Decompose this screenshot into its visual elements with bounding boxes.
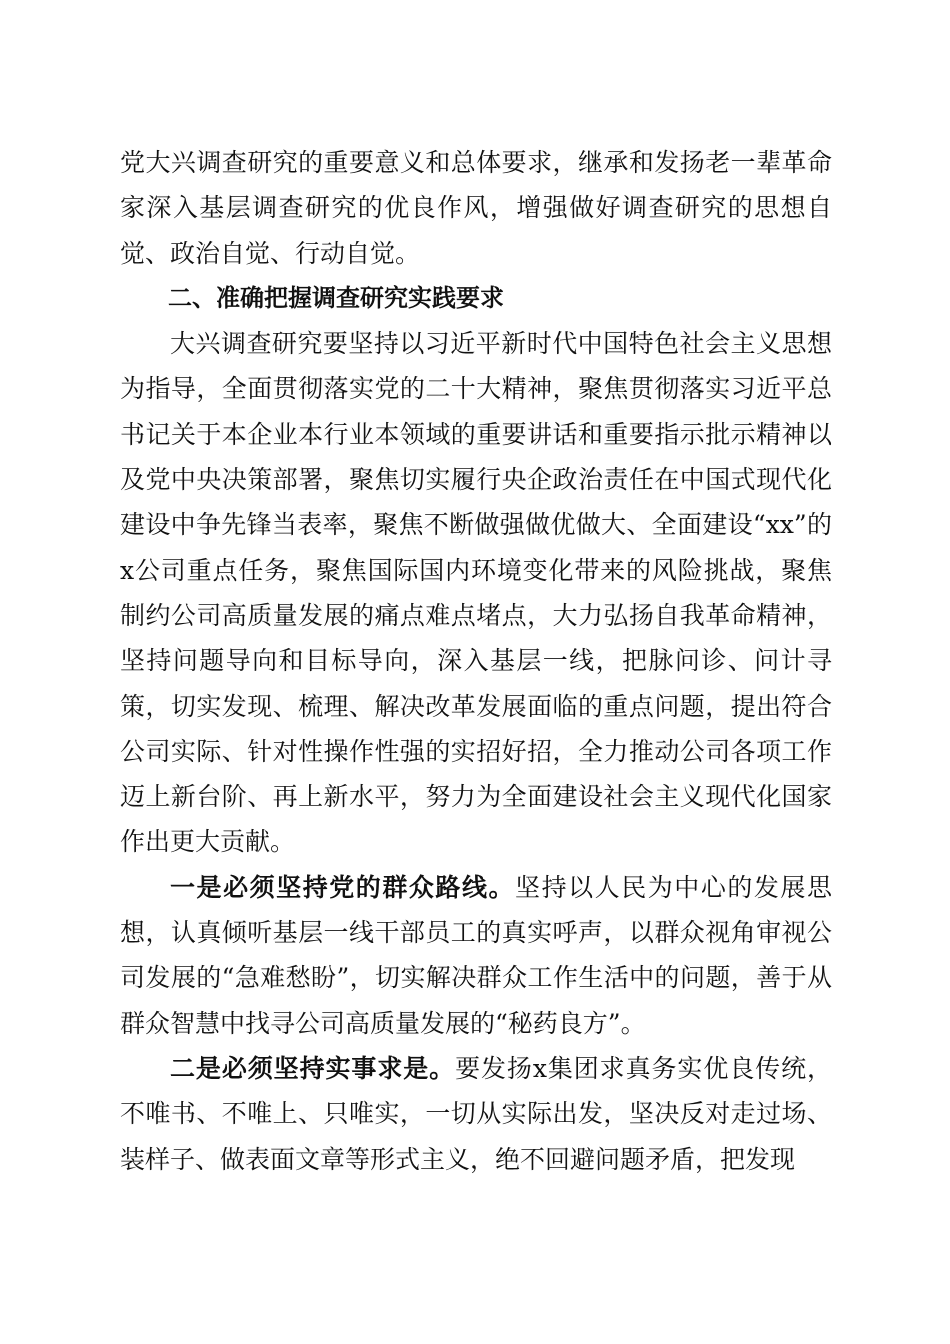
paragraph-body-mass-line: 坚持以人民为中心的发展思想，认真倾听基层一线干部员工的真实呼声，以群众视角审视公司发展的“急难愁盼”，切实解决群众工作生活中的问题，善于从群众智慧中找寻公司高质量发展的“秘药良方”。 (120, 872, 832, 1038)
section-heading: 二、准确把握调查研究实践要求 (168, 283, 504, 312)
paragraph-lead-seek-truth: 二是必须坚持实事求是。 (170, 1053, 456, 1083)
paragraph-mass-line (120, 865, 832, 1046)
paragraph-seek-truth (120, 1046, 832, 1182)
paragraph-continuation: 党大兴调查研究的重要意义和总体要求，继承和发扬老一辈革命家深入基层调查研究的优良作风，增强做好调查研究的思想自觉、政治自觉、行动自觉。 (120, 148, 832, 268)
paragraph-body-seek-truth: 要发扬x集团求真务实优良传统，不唯书、不唯上、只唯实，一切从实际出发，坚决反对走过场、装样子、做表面文章等形式主义，绝不回避问题矛盾，把发现 (120, 1053, 832, 1174)
document-body (120, 140, 832, 1182)
paragraph-practice-requirements: 大兴调查研究要坚持以习近平新时代中国特色社会主义思想为指导，全面贯彻落实党的二十大精神，聚焦贯彻落实习近平总书记关于本企业本行业本领域的重要讲话和重要指示批示精神以及党中央决策部署，聚焦切实履行央企政治责任在中国式现代化建设中争先锋当表率，聚焦不断做强做优做大、全面建设“xx”的x公司重点任务，聚焦国际国内环境变化带来的风险挑战，聚焦制约公司高质量发展的痛点难点堵点，大力弘扬自我革命精神，坚持问题导向和目标导向，深入基层一线，把脉问诊、问计寻策，切实发现、梳理、解决改革发展面临的重点问题，提出符合公司实际、针对性操作性强的实招好招，全力推动公司各项工作迈上新台阶、再上新水平，努力为全面建设社会主义现代化国家作出更大贡献。 (120, 329, 832, 857)
paragraph-lead-mass-line: 一是必须坚持党的群众路线。 (170, 872, 516, 902)
